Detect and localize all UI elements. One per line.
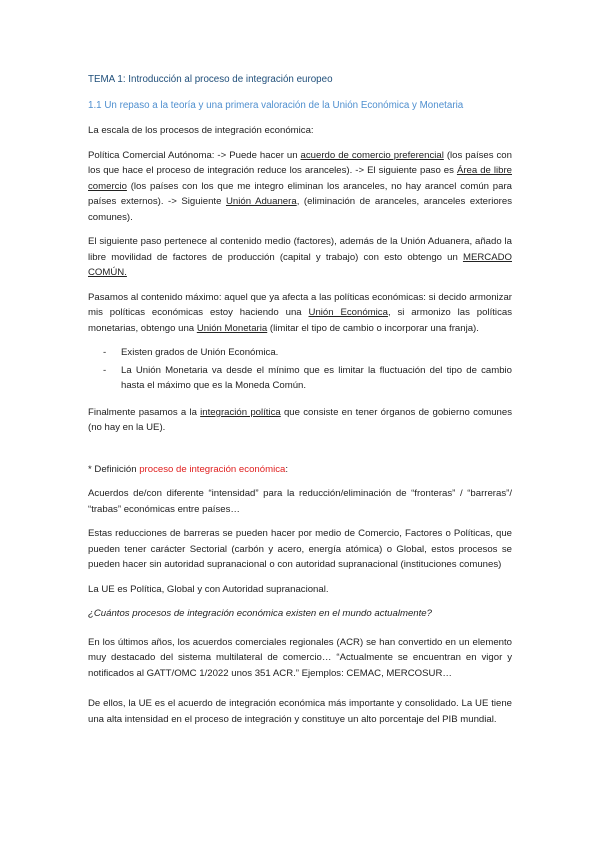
scale-intro-paragraph: La escala de los procesos de integración económica: [88, 125, 314, 136]
text-run: que consiste en tener órganos de gobierno comunes (no hay en la UE). [88, 406, 513, 433]
term-preferential-agreement: acuerdo de comercio preferencial [300, 149, 444, 161]
term-free-trade-area: Área de libre comercio [88, 165, 512, 192]
agreements-paragraph: Acuerdos de/con diferente “intensidad” para la reducción/eliminación de “fronteras” / “barreras”/ “trabas” económicas entre países… [88, 488, 512, 515]
list-item [88, 363, 512, 394]
term-customs-union: Unión Aduanera [225, 196, 297, 207]
reductions-paragraph: Estas reducciones de barreras se pueden hacer por medio de Comercio, Factores o Políticas, que pueden tener carácter Sectorial (carbón y acero, energía atómica) o Global, estos procesos se pueden hacer sin autoridad supranacional o con autoridad supranacional (instituciones comunes) [88, 528, 512, 570]
common-market-paragraph [88, 234, 512, 281]
text-run: Pasamos al contenido máximo: aquel que ya afecta a las políticas económicas: si decido armonizar mis políticas económicas estoy haciendo una [88, 291, 512, 318]
eu-paragraph: La UE es Política, Global y con Autoridad supranacional. [88, 583, 329, 595]
definition-colon: : [285, 463, 289, 475]
topic-heading: TEMA 1: Introducción al proceso de integración europeo [88, 74, 333, 85]
spacer [88, 445, 512, 462]
term-political-integration: integración política [200, 406, 281, 418]
list-item-text: Existen grados de Unión Económica. [121, 347, 279, 358]
list-item-text: La Unión Monetaria va desde el mínimo que es limitar la fluctuación del tipo de cambio hasta el máximo que es la Moneda Común. [121, 364, 512, 391]
text-run: (los países con los que me integro eliminan los aranceles, no hay arancel común para países externos). -> Siguiente [88, 180, 512, 207]
term-economic-union: Unión Económica [308, 307, 388, 318]
question-paragraph: ¿Cuántos procesos de integración económica existen en el mundo actualmente? [88, 608, 432, 619]
eu-importance-paragraph: De ellos, la UE es el acuerdo de integración económica más importante y consolidado. La UE tiene una alta intensidad en el proceso de integración y constituye un alto porcentaje del PIB mundial. [88, 698, 512, 725]
text-run: Política Comercial Autónoma: -> Puede hacer un [88, 149, 301, 161]
dash-list [88, 345, 512, 394]
dash-marker: - [103, 364, 107, 376]
section-heading: 1.1 Un repaso a la teoría y una primera valoración de la Unión Económica y Monetaria [88, 99, 464, 111]
term-common-market: MERCADO COMÚN. [88, 251, 512, 278]
text-run: (los países con los que hace el proceso de integración reduce los aranceles). -> El siguiente paso es [88, 149, 512, 176]
asterisk-marker: * [88, 463, 92, 475]
definition-label: Definición [91, 463, 140, 475]
text-run: El siguiente paso pertenece al contenido medio (factores), además de la Unión Aduanera, añado la libre movilidad de factores de producción (capital y trabajo) con esto obtengo un [88, 236, 512, 263]
commercial-policy-paragraph [88, 148, 512, 226]
term-monetary-union: Unión Monetaria [196, 322, 268, 334]
recent-years-paragraph: En los últimos años, los acuerdos comerciales regionales (ACR) se han convertido en un elemento muy destacado del sistema multilateral de comercio… “Actualmente se encuentran en vigor y notificados al GATT/OMC 1/2022 unos 351 ACR.” Ejemplos: CEMAC, MERCOSUR… [88, 636, 512, 679]
list-item [88, 345, 512, 361]
text-run: Finalmente pasamos a la [88, 406, 201, 418]
text-run: , si armonizo las políticas monetarias, obtengo una [88, 307, 512, 334]
dash-marker: - [103, 347, 107, 358]
definition-heading [88, 462, 512, 478]
text-run: , (eliminación de aranceles, aranceles exteriores comunes). [88, 196, 512, 223]
definition-term: proceso de integración económica [139, 463, 286, 475]
text-run: (limitar el tipo de cambio o incorporar una franja). [267, 322, 479, 334]
max-content-paragraph [88, 290, 512, 337]
political-integration-paragraph [88, 405, 512, 436]
